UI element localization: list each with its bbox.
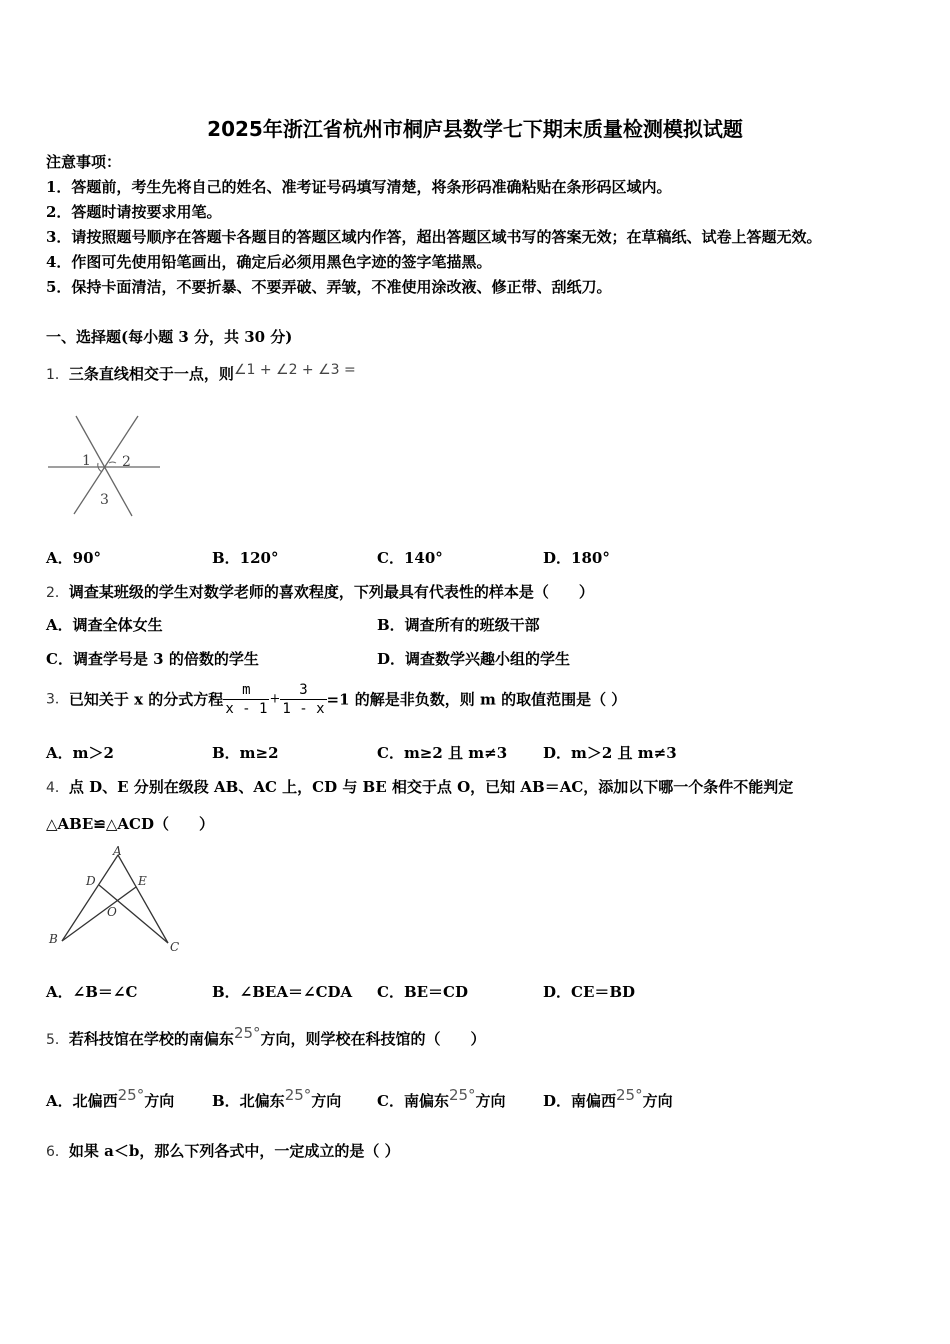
question-text: 调查某班级的学生对数学老师的喜欢程度，下列最具有代表性的样本是（ ） — [68, 583, 594, 601]
notice-item-2: 2．答题时请按要求用笔。 — [46, 203, 222, 221]
angle-2-arc — [109, 462, 116, 463]
question-1 — [46, 364, 356, 385]
question-3 — [46, 681, 626, 718]
q5-option-a[interactable] — [46, 1086, 175, 1111]
question-text-after: 方向，则学校在科技馆的（ ） — [260, 1030, 486, 1048]
q3-option-d[interactable]: D．m＞2 且 m≠3 — [543, 744, 677, 762]
q2-option-c[interactable]: C．调查学号是 3 的倍数的学生 — [46, 650, 259, 668]
question-text-before: 若科技馆在学校的南偏东 — [68, 1030, 234, 1048]
option-prefix: C．南偏东 — [377, 1092, 449, 1110]
fraction-denominator: x - 1 — [225, 701, 268, 717]
q5-option-b[interactable] — [212, 1086, 342, 1111]
fraction-m-over-x-minus-1 — [223, 681, 269, 718]
question-text-line1: 点 D、E 分别在级段 AB、AC 上，CD 与 BE 相交于点 O，已知 AB＝AC，添加以下哪一个条件不能判定 — [68, 778, 794, 796]
angle-sum-expression: ∠1 + ∠2 + ∠3 = — [233, 362, 356, 378]
question-text: 如果 a＜b，那么下列各式中，一定成立的是（ ） — [68, 1142, 400, 1160]
fraction-3-over-1-minus-x — [280, 681, 326, 718]
triangle-figure — [46, 843, 186, 955]
option-suffix: 方向 — [642, 1092, 673, 1110]
notice-item-5: 5．保持卡面清洁，不要折暴、不要弄破、弄皱，不准使用涂改液、修正带、刮纸刀。 — [46, 278, 612, 296]
question-text-after: =1 的解是非负数，则 m 的取值范围是（ ） — [326, 690, 627, 709]
q4-option-d[interactable]: D．CE＝BD — [543, 983, 636, 1001]
q4-option-a[interactable]: A．∠B＝∠C — [46, 983, 138, 1001]
q3-option-c[interactable]: C．m≥2 且 m≠3 — [377, 744, 508, 762]
option-prefix: B．北偏东 — [212, 1092, 285, 1110]
q2-option-a[interactable]: A．调查全体女生 — [46, 616, 163, 634]
question-6 — [46, 1141, 400, 1162]
q5-option-c[interactable] — [377, 1086, 506, 1111]
point-b-label: B — [49, 932, 58, 946]
segment-ac — [118, 855, 168, 943]
option-prefix: D．南偏西 — [543, 1092, 617, 1110]
angle-3-label: 3 — [100, 492, 109, 508]
option-suffix: 方向 — [475, 1092, 506, 1110]
point-o-label: O — [107, 905, 117, 919]
plus-sign: + — [269, 691, 281, 707]
notice-heading: 注意事项： — [46, 153, 122, 171]
angle-1-label: 1 — [82, 453, 91, 469]
notice-item-4: 4．作图可先使用铅笔画出，确定后必须用黑色字迹的签字笔描黑。 — [46, 253, 492, 271]
question-number: 6． — [46, 1144, 69, 1160]
option-angle: 25° — [616, 1086, 643, 1104]
fraction-denominator: 1 - x — [282, 701, 325, 717]
q1-option-b[interactable]: B．120° — [212, 549, 279, 567]
section-heading: 一、选择题(每小题 3 分，共 30 分) — [46, 328, 293, 346]
question-5 — [46, 1024, 486, 1050]
three-lines-figure — [46, 412, 166, 518]
question-number: 5． — [46, 1032, 69, 1048]
notice-item-3: 3．请按照题号顺序在答题卡各题目的答题区域内作答，超出答题区域书写的答案无效；在草稿纸、试卷上答题无效。 — [46, 228, 822, 246]
option-angle: 25° — [117, 1086, 145, 1104]
point-d-label: D — [86, 874, 96, 888]
q1-option-a[interactable]: A．90° — [46, 549, 102, 567]
fraction-numerator: m — [223, 681, 269, 700]
question-number: 2． — [46, 585, 69, 601]
segment-ab — [62, 855, 118, 941]
angle-2-label: 2 — [122, 454, 131, 470]
point-a-label: A — [113, 844, 122, 858]
question-number: 4． — [46, 780, 69, 796]
question-2 — [46, 582, 594, 603]
option-suffix: 方向 — [144, 1092, 175, 1110]
q1-option-c[interactable]: C．140° — [377, 549, 443, 567]
question-text: 三条直线相交于一点，则 — [68, 365, 234, 383]
point-e-label: E — [138, 874, 147, 888]
option-angle: 25° — [448, 1086, 476, 1104]
question-4 — [46, 777, 793, 798]
question-text-before: 已知关于 x 的分式方程 — [68, 690, 224, 709]
option-prefix: A．北偏西 — [46, 1092, 118, 1110]
question-number: 3． — [46, 691, 69, 708]
q4-option-b[interactable]: B．∠BEA＝∠CDA — [212, 983, 353, 1001]
q3-option-b[interactable]: B．m≥2 — [212, 744, 279, 762]
q1-option-d[interactable]: D．180° — [543, 549, 610, 567]
option-angle: 25° — [284, 1086, 312, 1104]
fraction-numerator: 3 — [280, 681, 326, 700]
q3-option-a[interactable]: A．m＞2 — [46, 744, 114, 762]
q2-option-b[interactable]: B．调查所有的班级干部 — [377, 616, 540, 634]
q2-option-d[interactable]: D．调查数学兴趣小组的学生 — [377, 650, 571, 668]
option-suffix: 方向 — [311, 1092, 342, 1110]
page-title: 2025年浙江省杭州市桐庐县数学七下期末质量检测模拟试题 — [207, 117, 743, 141]
point-c-label: C — [170, 940, 180, 954]
question-4-line2: △ABE≌△ACD（ ） — [46, 815, 214, 833]
angle-value: 25° — [233, 1024, 261, 1042]
segment-be — [62, 887, 136, 941]
question-number: 1． — [46, 367, 69, 383]
notice-item-1: 1．答题前，考生先将自己的姓名、准考证号码填写清楚，将条形码准确粘贴在条形码区域内。 — [46, 178, 672, 196]
q4-option-c[interactable]: C．BE＝CD — [377, 983, 468, 1001]
q5-option-d[interactable] — [543, 1086, 673, 1111]
